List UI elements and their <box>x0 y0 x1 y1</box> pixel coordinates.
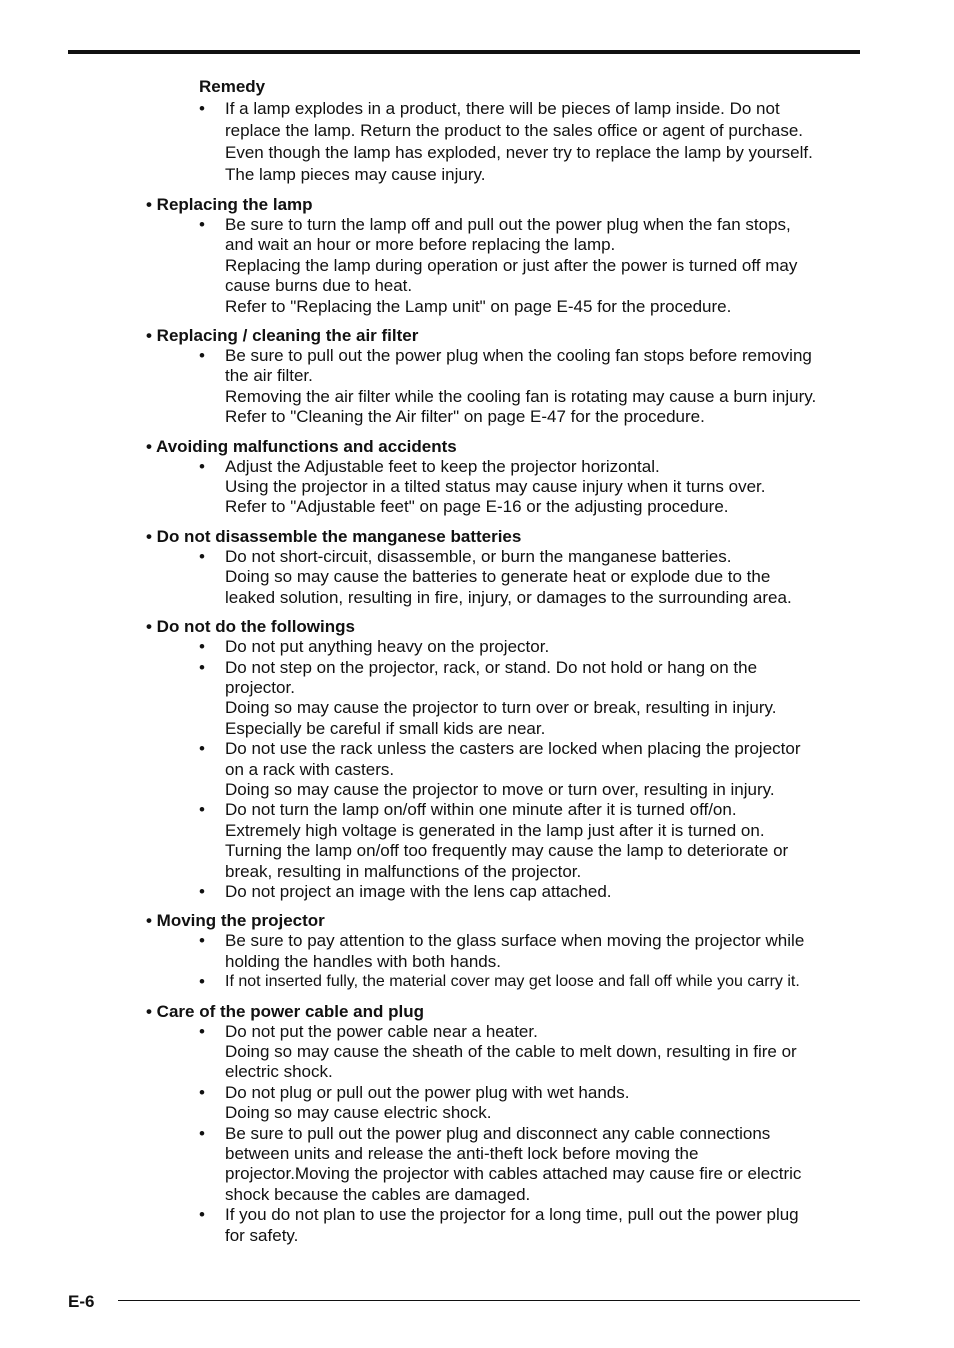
item-text-line: If you do not plan to use the projector for a long time, pull out the power plug <box>225 1205 799 1225</box>
item-text-line: Do not turn the lamp on/off within one minute after it is turned off/on. <box>225 800 737 820</box>
page-number: E-6 <box>68 1292 95 1311</box>
bottom-rule <box>118 1300 860 1301</box>
bullet-icon: • <box>199 657 205 677</box>
item-text-line: for safety. <box>225 1225 299 1245</box>
bullet-icon: • <box>199 215 205 234</box>
item-text-line: Replacing the lamp during operation or just after the power is turned off may <box>225 255 798 275</box>
item-text-line: Doing so may cause the sheath of the cable to melt down, resulting in fire or <box>225 1042 797 1061</box>
bullet-icon: • <box>199 972 205 992</box>
list-item <box>199 1082 875 1124</box>
section-heading: • Replacing / cleaning the air filter <box>146 326 419 346</box>
item-text-line: and wait an hour or more before replacing the lamp. <box>225 235 616 255</box>
item-text-line: If not inserted fully, the material cover may get loose and fall off while you carry it. <box>225 973 800 991</box>
section-heading: • Replacing the lamp <box>146 195 313 214</box>
section <box>0 1002 954 1246</box>
remedy-title: Remedy <box>199 77 266 96</box>
item-text-line: break, resulting in malfunctions of the projector. <box>225 861 582 881</box>
item-text-line: Doing so may cause electric shock. <box>225 1103 492 1123</box>
top-rule <box>68 50 860 54</box>
item-text-line: cause burns due to heat. <box>225 276 413 296</box>
remedy-item-list <box>0 98 954 186</box>
item-text-line: Doing so may cause the batteries to generate heat or explode due to the <box>225 567 771 587</box>
list-item <box>199 346 875 428</box>
bullet-icon: • <box>199 99 205 118</box>
section <box>0 326 954 428</box>
list-item <box>199 637 875 657</box>
bullet-icon: • <box>199 1205 205 1225</box>
section <box>0 527 954 608</box>
list-item <box>199 657 875 740</box>
item-text-line: Extremely high voltage is generated in the lamp just after it is turned on. <box>225 820 765 840</box>
bullet-icon: • <box>199 800 205 820</box>
item-text-line: electric shock. <box>225 1062 333 1082</box>
item-text-line: Adjust the Adjustable feet to keep the projector horizontal. <box>225 456 660 476</box>
list-item <box>199 98 875 186</box>
item-text-line: The lamp pieces may cause injury. <box>225 165 486 184</box>
item-text-line: Refer to "Cleaning the Air filter" on page E-47 for the procedure. <box>225 407 705 427</box>
item-text-line: Do not put anything heavy on the projector. <box>225 637 550 657</box>
item-text-line: between units and release the anti-theft lock before moving the <box>225 1144 699 1164</box>
item-text-line: Do not use the rack unless the casters are locked when placing the projector <box>225 739 801 759</box>
item-text-line: Removing the air filter while the cooling fan is rotating may cause a burn injury. <box>225 386 817 406</box>
item-text-line: on a rack with casters. <box>225 759 395 779</box>
section-heading: • Do not disassemble the manganese batteries <box>146 526 522 546</box>
section-heading: • Care of the power cable and plug <box>146 1001 424 1021</box>
list-item <box>199 972 875 992</box>
item-text-line: replace the lamp. Return the product to the sales office or agent of purchase. <box>225 121 804 140</box>
section <box>0 617 954 902</box>
item-text-line: Turning the lamp on/off too frequently may cause the lamp to deteriorate or <box>225 841 789 861</box>
section <box>0 437 954 518</box>
bullet-icon: • <box>199 456 205 476</box>
list-item <box>199 800 875 882</box>
item-text-line: Do not step on the projector, rack, or stand. Do not hold or hang on the <box>225 657 758 677</box>
item-text-line: Be sure to pull out the power plug and disconnect any cable connections <box>225 1123 771 1143</box>
remedy-section <box>0 76 954 186</box>
bullet-icon: • <box>199 931 205 951</box>
item-text-line: Even though the lamp has exploded, never try to replace the lamp by yourself. <box>225 143 813 162</box>
bullet-icon: • <box>199 546 205 566</box>
list-item <box>199 546 875 608</box>
item-text-line: Do not short-circuit, disassemble, or burn the manganese batteries. <box>225 546 732 566</box>
item-text-line: Doing so may cause the projector to turn over or break, resulting in injury. <box>225 698 777 718</box>
page-content <box>0 76 954 1246</box>
section-heading: • Do not do the followings <box>146 617 355 637</box>
item-text-line: Especially be careful if small kids are near. <box>225 718 546 738</box>
item-text-line: Using the projector in a tilted status may cause injury when it turns over. <box>225 477 766 497</box>
list-item <box>199 931 875 972</box>
list-item <box>199 1205 875 1246</box>
item-text-line: shock because the cables are damaged. <box>225 1184 531 1204</box>
item-text-line: Do not put the power cable near a heater. <box>225 1021 538 1041</box>
bullet-icon: • <box>199 1021 205 1041</box>
item-text-line: Be sure to turn the lamp off and pull out the power plug when the fan stops, <box>225 215 791 234</box>
bullet-icon: • <box>199 637 205 657</box>
section <box>0 195 954 317</box>
item-text-line: projector. <box>225 677 295 697</box>
section-heading: • Avoiding malfunctions and accidents <box>146 436 457 456</box>
item-text-line: Refer to "Replacing the Lamp unit" on page E-45 for the procedure. <box>225 296 732 316</box>
bullet-icon: • <box>199 346 205 366</box>
item-text-line: Do not plug or pull out the power plug with wet hands. <box>225 1082 630 1102</box>
item-text-line: Be sure to pay attention to the glass surface when moving the projector while <box>225 931 805 951</box>
item-text-line: If a lamp explodes in a product, there will be pieces of lamp inside. Do not <box>225 99 780 118</box>
item-text-line: Doing so may cause the projector to move or turn over, resulting in injury. <box>225 779 775 799</box>
bullet-icon: • <box>199 1082 205 1102</box>
item-text-line: leaked solution, resulting in fire, injury, or damages to the surrounding area. <box>225 587 792 607</box>
item-text-line: Do not project an image with the lens cap attached. <box>225 881 612 901</box>
list-item <box>199 1021 875 1083</box>
section-heading: • Moving the projector <box>146 911 325 931</box>
item-text-line: holding the handles with both hands. <box>225 951 501 971</box>
bullet-icon: • <box>199 739 205 759</box>
list-item <box>199 881 875 902</box>
section-list <box>0 195 954 1246</box>
list-item <box>199 1123 875 1206</box>
item-text-line: Be sure to pull out the power plug when the cooling fan stops before removing <box>225 346 812 366</box>
bullet-icon: • <box>199 881 205 901</box>
section <box>0 911 954 992</box>
list-item <box>199 215 875 317</box>
item-text-line: projector.Moving the projector with cables attached may cause fire or electric <box>225 1164 802 1184</box>
item-text-line: Refer to "Adjustable feet" on page E-16 or the adjusting procedure. <box>225 497 729 517</box>
list-item <box>199 739 875 800</box>
bullet-icon: • <box>199 1123 205 1143</box>
list-item <box>199 456 875 518</box>
item-text-line: the air filter. <box>225 366 313 386</box>
